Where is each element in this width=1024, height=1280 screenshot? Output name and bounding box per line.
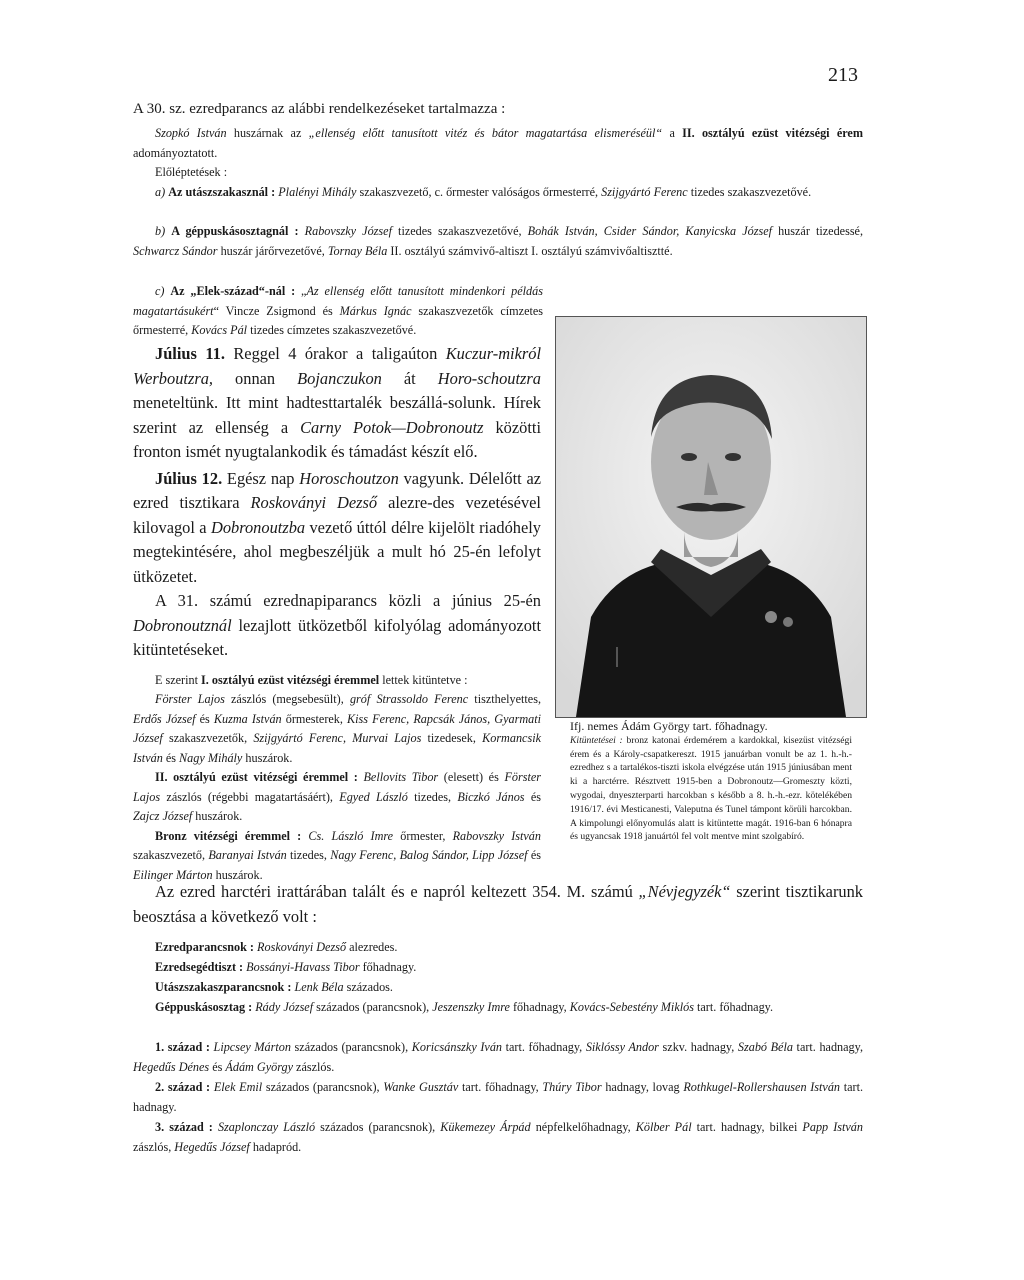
left-column [133, 342, 541, 885]
roster-1-szazad: 1. század : Lipcsey Márton százados (parancsnok), Koricsánszky Iván tart. főhadnagy, Siklóssy Andor szkv. hadnagy, Szabó Béla tart. hadnagy, Hegedűs Dénes és Ádám György zászlós. [133, 1040, 863, 1074]
promotion-c: c) Az „Elek-század“-nál : „Az ellenség előtt tanusított mindenkori példás magatartásukért“ Vincze Zsigmond és Márkus Ignác szakaszvezetők címzetes őrmesterré, Kovács Pál tizedes címzetes szakaszvezetővé. [133, 284, 544, 337]
award-list-1: Förster Lajos zászlós (megsebesült), gróf Strassoldo Ferenc tiszthelyettes, Erdős József és Kuzma István őrmesterek, Kiss Ferenc, Rapcsák János, Gyarmati József szakaszvezetők, Szijgyártó Ferenc, Murvai Lajos tizedesek, Kormancsik István és Nagy Mihály huszárok. [133, 692, 541, 765]
caption-body: Kitüntetései : bronz katonai érdemérem a kardokkal, kisezüst vitézségi érem és a Károly-csapatkereszt. 1915 januárban vonult be az 1. h.-h.-ezredhez s a tartalékos-tiszti iskola elvégzése után 1915 júniusában ment ki a harctérre. Résztvett 1915-ben a Dobronoutz—Gromeszty közti, wygodai, dnyeszterparti harcokban s később a 8. h.-h.-ezr. kötelékében 1916/17. évi Mesticanesti, Valeputna és Tunel támpont körüli harcokban. A kimpolungi előnyomulás alatt is kitüntette magát. 1916-ban 6 hónapra és ugyancsak 1918 januártól fel volt mentve mint szolgabíró. [570, 734, 853, 843]
july-11-paragraph: Július 11. Reggel 4 órakor a taligaúton Kuczur-mikról Werboutzra, onnan Bojanczukon át Horo-schoutzra meneteltünk. Itt mint hadtesttartalék beszállá-solunk. Hírek szerint az ellenség a Carny Potok—Dobronoutz közötti fronton ismét nyugtalankodik és támadást készít elő. [133, 344, 541, 461]
roster-ezredsegedtiszt: Ezredsegédtiszt : Bossányi-Havass Tibor főhadnagy. [155, 960, 417, 974]
promotions-heading: Előléptetések : [155, 165, 228, 179]
page-number: 213 [828, 64, 858, 86]
roster-geppuskasosztag: Géppuskásosztag : Rády József százados (parancsnok), Jeszenszky Imre főhadnagy, Kovács-Sebestény Miklós tart. főhadnagy. [155, 1000, 774, 1014]
july-12-paragraph: Július 12. Egész nap Horoschoutzon vagyunk. Délelőtt az ezred tisztikara Roskoványi Dezső alezre-des vezetésével kilovagol a Dobronoutzba vezető úttól délre kijelölt riadóhely megtekintésére, ahol megbeszéljük a mult hó 25-én lefolyt ütközetet. [133, 468, 542, 586]
roster-3-szazad: 3. század : Szaplonczay László százados (parancsnok), Kükemezey Árpád népfelkelőhadnagy, Kölber Pál tart. hadnagy, bilkei Papp István zászlós, Hegedűs József hadapród. [133, 1120, 863, 1154]
award-list-3: Bronz vitézségi éremmel : Cs. László Imre őrmester, Rabovszky István szakaszvezető, Baranyai István tizedes, Nagy Ferenc, Balog Sándor, Lipp József és Eilinger Márton huszárok. [133, 828, 541, 882]
intro-line: A 30. sz. ezredparancs az alábbi rendelkezéseket tartalmazza : [133, 101, 506, 117]
award-paragraph: Szopkó István huszárnak az „ellenség előtt tanusított vitéz és bátor magatartása elismeréséül“ a II. osztályú ezüst vitézségi érem adományoztatott. [133, 126, 863, 160]
portrait-photo [555, 316, 867, 718]
roster-2-szazad: 2. század : Elek Emil százados (parancsnok), Wanke Gusztáv tart. főhadnagy, Thúry Tibor hadnagy, lovag Rothkugel-Rollershausen István tart. hadnagy. [133, 1080, 864, 1114]
nevjegyzek-paragraph: Az ezred harctéri irattárában talált és e napról keltezett 354. M. számú „Névjegyzék“ szerint tisztikarunk beosztása a következő volt : [133, 882, 863, 926]
award-list-2: II. osztályú ezüst vitézségi éremmel : Bellovits Tibor (elesett) és Förster Lajos zászlós (régebbi magatartásáért), Egyed László tizedes, Biczkó János és Zajcz József huszárok. [133, 770, 541, 823]
photo-caption [570, 720, 852, 844]
order-31-paragraph: A 31. számú ezrednapiparancs közli a június 25-én Dobronoutznál lezajlott ütközetből kifolyólag adományozott kitüntetéseket. [133, 591, 541, 659]
promotion-a: a) Az utászszakasznál : Plalényi Mihály szakaszvezető, c. őrmester valóságos őrmesterré, Szijgyártó Ferenc tizedes szakaszvezetővé. [155, 185, 812, 199]
promotion-b: b) A géppuskásosztagnál : Rabovszky József tizedes szakaszvezetővé, Bohák István, Csider Sándor, Kanyicska József huszár tizedessé, Schwarcz Sándor huszár járőrvezetővé, Tornay Béla II. osztályú számvivő-altiszt I. osztályú számvivőaltisztté. [133, 224, 864, 258]
caption-title: Ifj. nemes Ádám György tart. főhadnagy. [570, 719, 768, 733]
roster-ezredparancsnok: Ezredparancsnok : Roskoványi Dezső alezredes. [155, 940, 398, 954]
roster-utaszszakasz: Utászszakaszparancsnok : Lenk Béla százados. [155, 980, 393, 994]
award-intro: E szerint I. osztályú ezüst vitézségi éremmel lettek kitüntetve : [155, 672, 468, 687]
